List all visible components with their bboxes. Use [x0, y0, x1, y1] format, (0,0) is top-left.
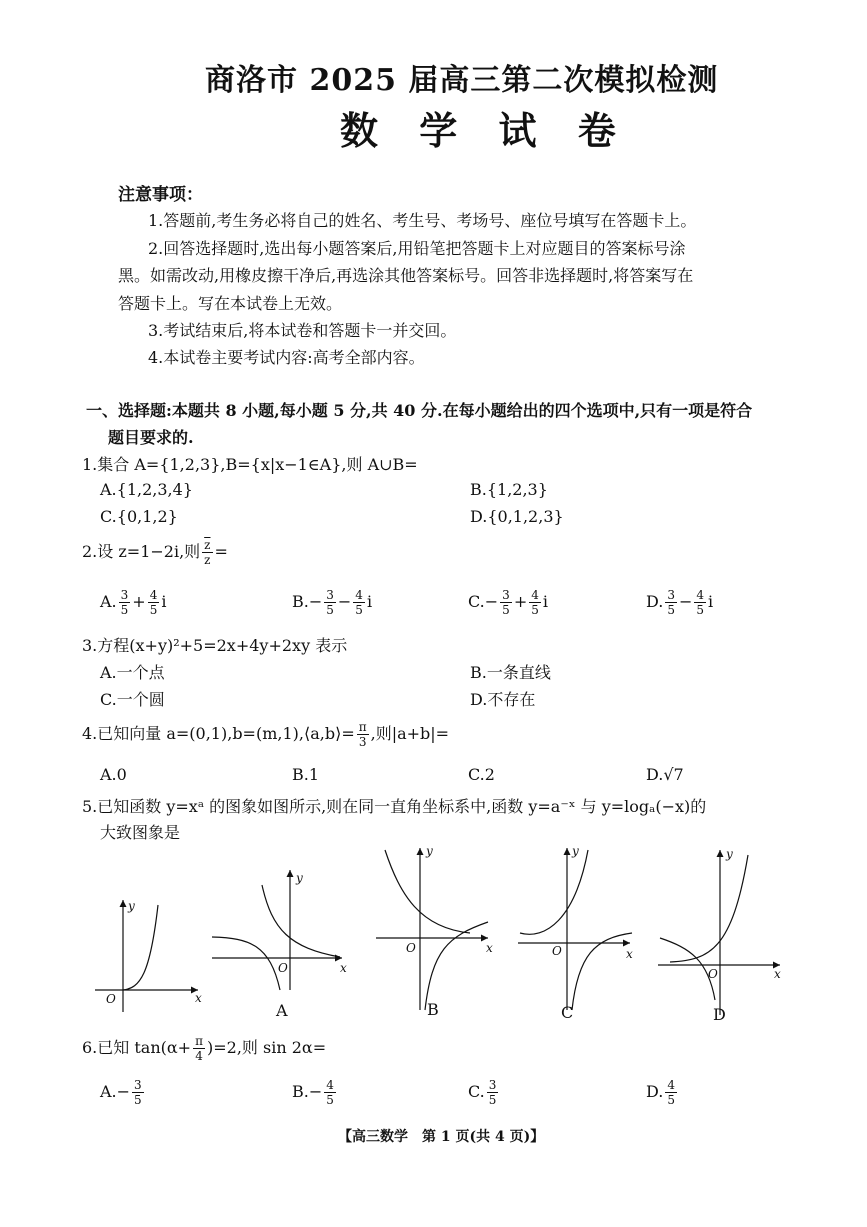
notice-item-3: 3.考试结束后,将本试卷和答题卡一并交回。: [148, 321, 457, 340]
graph-b-label: B: [427, 1000, 439, 1019]
q6-option-a: A.− $\frac{3}{5}$: [100, 1078, 142, 1107]
a-origin: O: [278, 961, 288, 975]
graph-b: [376, 848, 488, 1010]
graph-c: [518, 848, 632, 1010]
q3-stem: 3.方程(x+y)²+5=2x+4y+2xy 表示: [82, 636, 348, 655]
q4-option-b: B.1: [292, 765, 320, 784]
q5-stem: 5.已知函数 y=xᵃ 的图象如图所示,则在同一直角坐标系中,函数 y=a⁻ˣ 与 y=logₐ(−x)的: [82, 797, 707, 816]
q2-option-a: A. $\frac{3}{5}$ + $\frac{4}{5}$ i: [100, 588, 167, 617]
b-x-label: x: [486, 941, 493, 955]
q2-option-c: C.− $\frac{3}{5}$ + $\frac{4}{5}$ i: [468, 588, 548, 617]
q1-option-c: C.{0,1,2}: [100, 507, 178, 526]
exam-subject: 数 学 试 卷: [340, 108, 630, 153]
q2-option-d: D. $\frac{3}{5}$ − $\frac{4}{5}$ i: [646, 588, 714, 617]
section-heading: 一、选择题:本题共 8 小题,每小题 5 分,共 40 分.在每小题给出的四个选项中,只有一项是符合: [86, 401, 753, 420]
ref-origin: O: [106, 992, 116, 1006]
graph-a-label: A: [276, 1001, 288, 1020]
q6-option-d: D. $\frac{4}{5}$: [646, 1078, 675, 1107]
notice-item-2-end: 答题卡上。写在本试卷上无效。: [118, 294, 343, 313]
d-origin: O: [708, 967, 718, 981]
q3-option-b: B.一条直线: [470, 663, 551, 682]
b-y-label: y: [426, 844, 433, 858]
graph-d: [658, 850, 780, 1015]
q4-option-a: A.0: [100, 765, 127, 784]
c-y-label: y: [572, 844, 579, 858]
notice-item-4: 4.本试卷主要考试内容:高考全部内容。: [148, 348, 425, 367]
ref-y-label: y: [128, 899, 135, 913]
q1-stem: 1.集合 A={1,2,3},B={x|x−1∈A},则 A∪B=: [82, 455, 418, 474]
q2-option-b: B.− $\frac{3}{5}$ − $\frac{4}{5}$ i: [292, 588, 373, 617]
section-heading-cont: 题目要求的.: [108, 428, 194, 447]
q1-option-a: A.{1,2,3,4}: [100, 480, 193, 499]
graph-c-label: C: [561, 1003, 574, 1022]
q3-option-d: D.不存在: [470, 690, 536, 709]
notice-heading: 注意事项：: [118, 185, 203, 205]
graph-d-label: D: [713, 1005, 726, 1024]
a-x-label: x: [340, 961, 347, 975]
d-x-label: x: [774, 967, 781, 981]
notice-item-2: 2.回答选择题时,选出每小题答案后,用铅笔把答题卡上对应题目的答案标号涂: [148, 239, 686, 258]
q5-stem-cont: 大致图象是: [100, 823, 181, 842]
q6-option-c: C. $\frac{3}{5}$: [468, 1078, 497, 1107]
page-footer: 【高三数学 第 1 页(共 4 页)】: [338, 1129, 545, 1145]
ref-x-label: x: [195, 991, 202, 1005]
exam-title: 商洛市 2025 届高三第二次模拟检测: [205, 63, 719, 98]
notice-item-2-cont: 黑。如需改动,用橡皮擦干净后,再选涂其他答案标号。回答非选择题时,将答案写在: [118, 266, 694, 285]
q5-graphs: [0, 840, 867, 1030]
a-y-label: y: [296, 871, 303, 885]
graph-a: [212, 870, 342, 990]
q1-option-d: D.{0,1,2,3}: [470, 507, 564, 526]
q6-stem: 6.已知 tan(α+ $\frac{\pi}{4}$ )=2,则 sin 2α=: [82, 1034, 327, 1063]
c-origin: O: [552, 944, 562, 958]
b-origin: O: [406, 941, 416, 955]
q2-stem: 2.设 z=1−2i,则 $\frac{\overline{z}}{z}$ =: [82, 538, 228, 567]
notice-item-1: 1.答题前,考生务必将自己的姓名、考生号、考场号、座位号填写在答题卡上。: [148, 211, 697, 230]
q1-option-b: B.{1,2,3}: [470, 480, 548, 499]
c-x-label: x: [626, 947, 633, 961]
q3-option-a: A.一个点: [100, 663, 165, 682]
q4-stem: 4.已知向量 a=(0,1),b=(m,1),⟨a,b⟩= $\frac{\pi}{3}$ ,则|a+b|=: [82, 720, 450, 749]
q4-option-d: D.√7: [646, 765, 684, 784]
d-y-label: y: [726, 847, 733, 861]
q4-option-c: C.2: [468, 765, 495, 784]
q6-option-b: B.− $\frac{4}{5}$: [292, 1078, 334, 1107]
q3-option-c: C.一个圆: [100, 690, 165, 709]
